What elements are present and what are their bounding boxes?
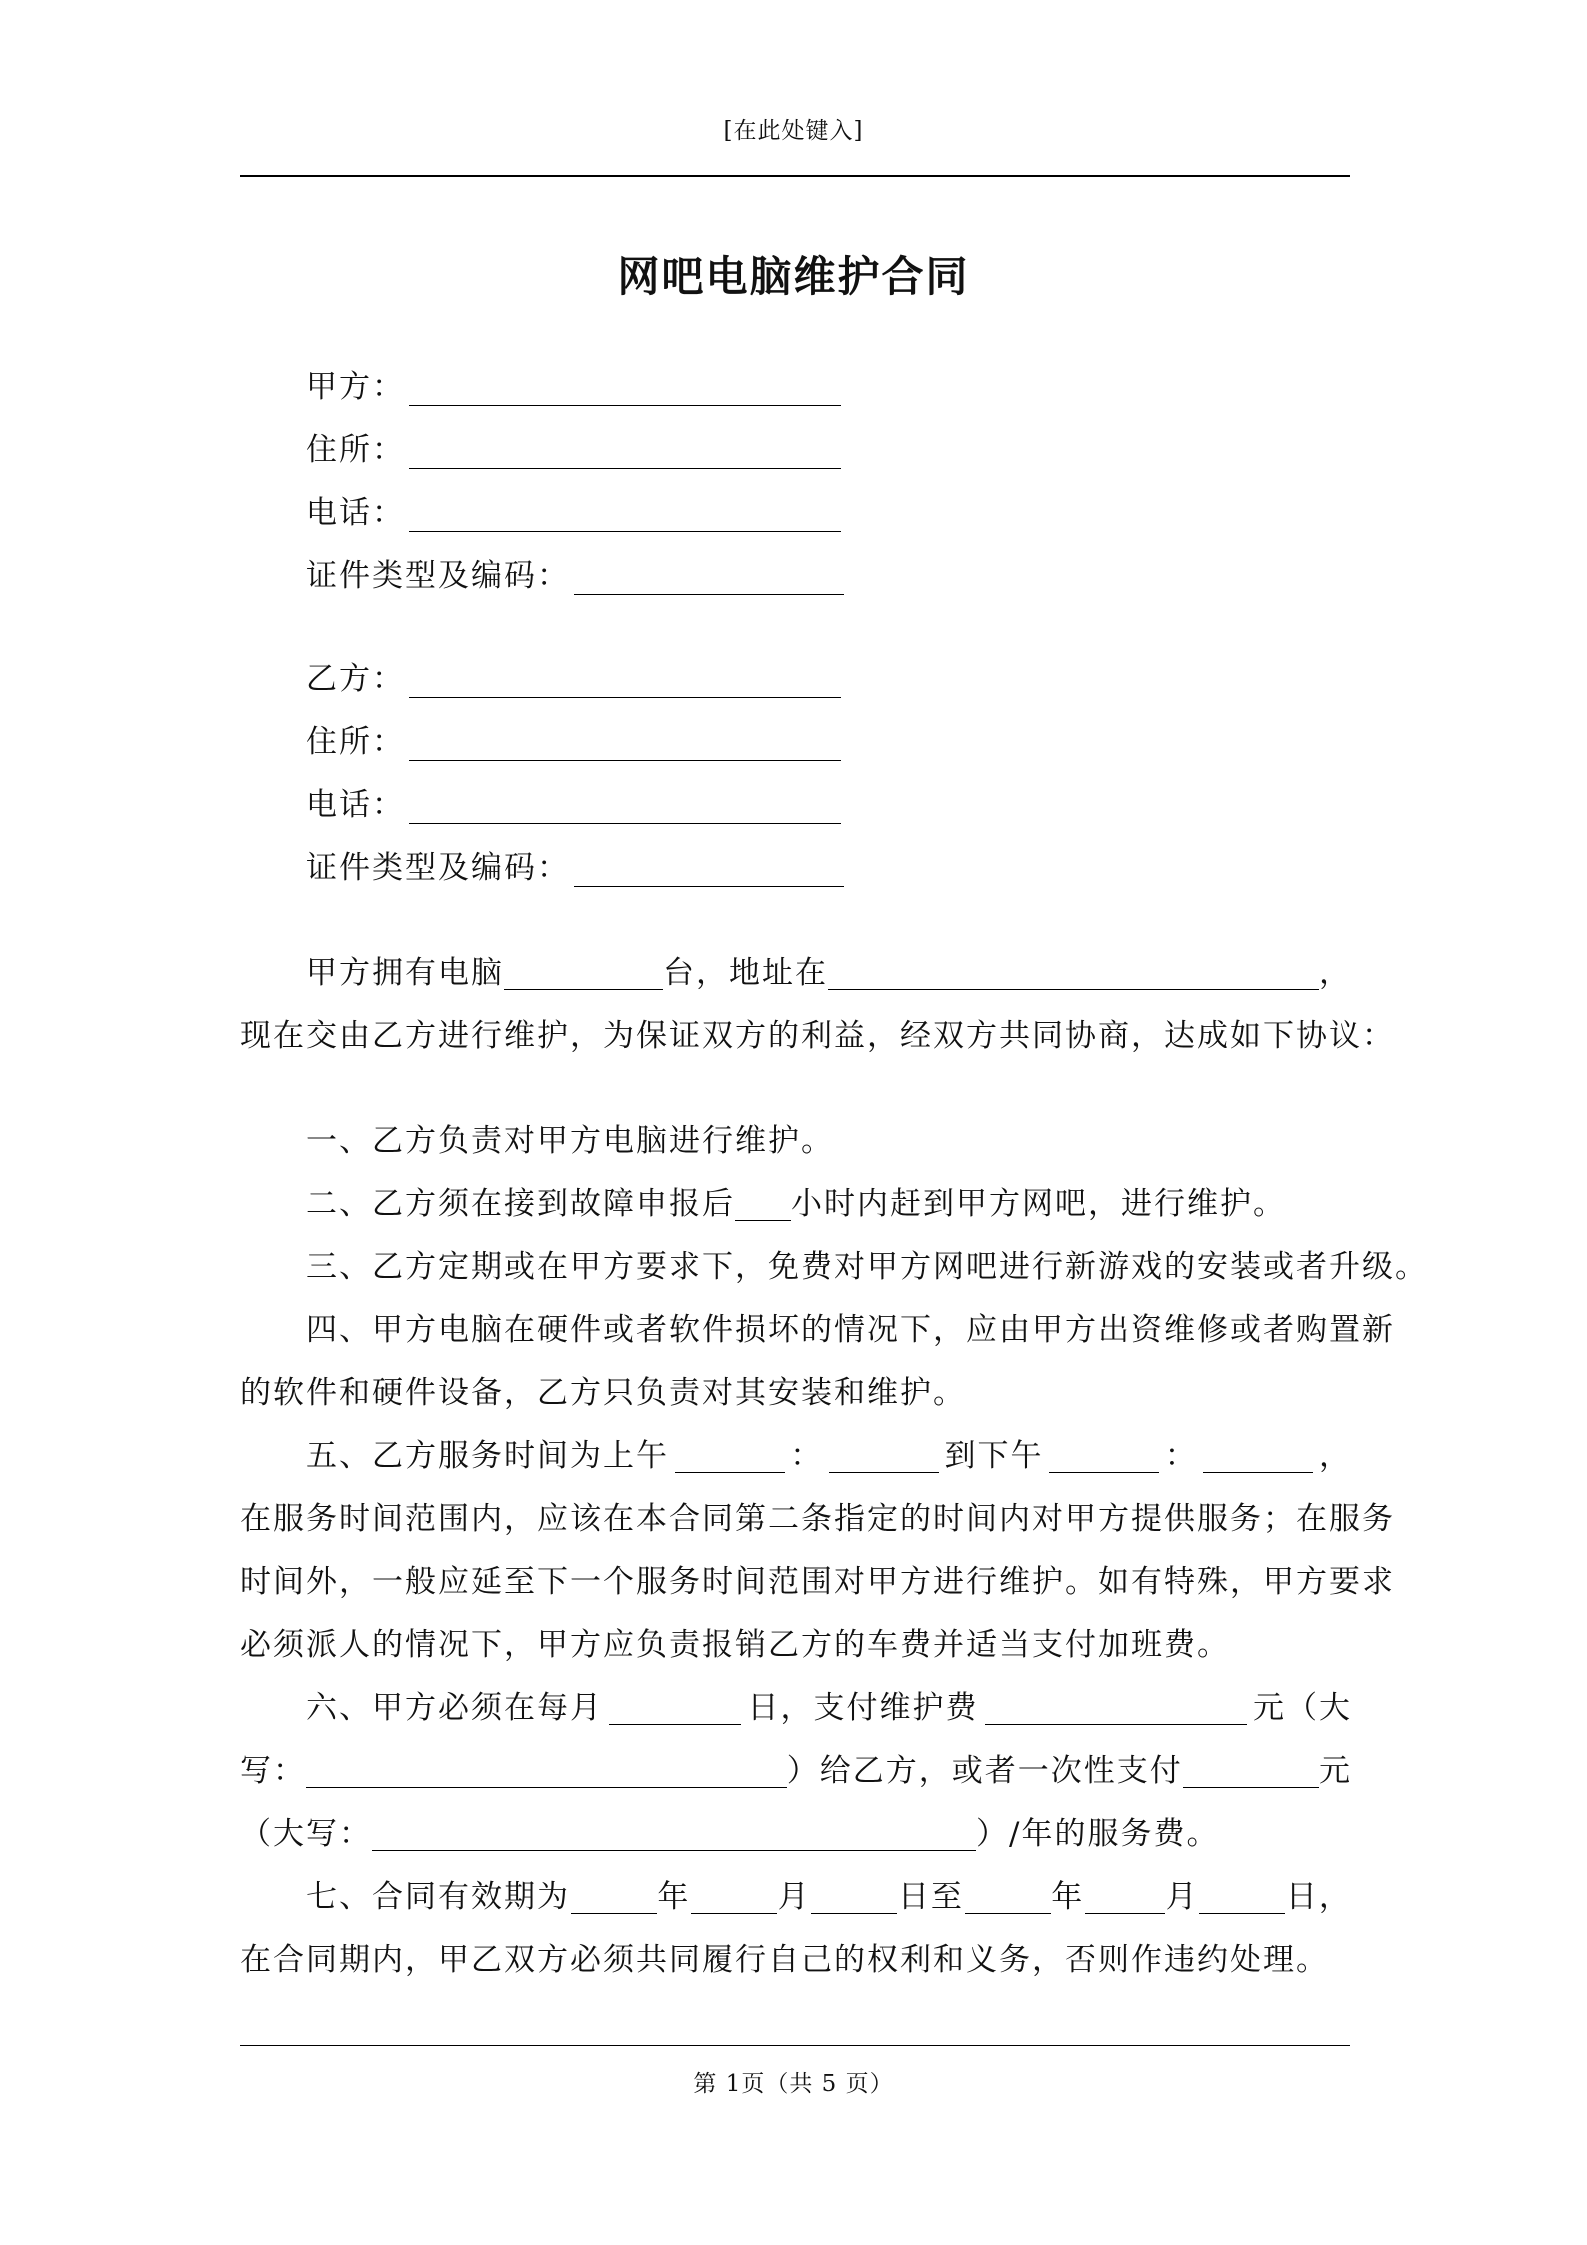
clause-text: 日，	[1285, 1879, 1352, 1915]
clause-text: （大写：	[240, 1816, 372, 1852]
clause-text: 日至	[897, 1879, 964, 1915]
clause-5-line-1	[240, 1425, 1352, 1488]
blank-line	[1049, 1440, 1159, 1473]
clause-text: 二、乙方须在接到故障申报后	[306, 1186, 735, 1222]
clause-1: 一、乙方负责对甲方电脑进行维护。	[306, 1123, 834, 1159]
party-a-address-field	[306, 429, 841, 469]
blank-line	[574, 852, 844, 887]
blank-line	[965, 1881, 1051, 1914]
blank-line	[372, 1818, 976, 1851]
clause-5-line-3: 时间外，一般应延至下一个服务时间范围对甲方进行维护。如有特殊，甲方要求	[240, 1564, 1395, 1600]
blank-line	[691, 1881, 777, 1914]
field-label: 电话：	[306, 787, 405, 823]
clause-text: 年	[1051, 1879, 1085, 1915]
clause-text: 写：	[240, 1753, 306, 1789]
intro-text: ，	[1319, 955, 1352, 991]
blank-line	[811, 1881, 897, 1914]
clause-text: 元	[1319, 1753, 1352, 1789]
field-label: 证件类型及编码：	[306, 850, 570, 886]
clause-text: 年	[657, 1879, 691, 1915]
page-footer: 第 1页（共 5 页）	[693, 2071, 894, 2097]
page-header: [在此处键入]	[723, 118, 864, 144]
blank-line	[829, 1440, 939, 1473]
field-label: 住所：	[306, 432, 405, 468]
clause-5-line-2: 在服务时间范围内，应该在本合同第二条指定的时间内对甲方提供服务；在服务	[240, 1501, 1395, 1537]
clause-text: ）/年的服务费。	[976, 1816, 1220, 1852]
blank-line	[571, 1881, 657, 1914]
field-label: 乙方：	[306, 661, 405, 697]
clause-4-line-1: 四、甲方电脑在硬件或者软件损坏的情况下，应由甲方出资维修或者购置新	[306, 1312, 1395, 1348]
blank-line	[1183, 1755, 1319, 1788]
blank-line	[306, 1755, 787, 1788]
clause-6-line-3	[240, 1803, 1352, 1866]
blank-line	[735, 1188, 791, 1221]
clause-text: ，	[1319, 1438, 1352, 1474]
blank-line	[1203, 1440, 1313, 1473]
clause-text: 月	[1165, 1879, 1199, 1915]
blank-line	[409, 434, 841, 469]
blank-line	[574, 560, 844, 595]
party-b-name-field	[306, 658, 841, 698]
footer-rule	[240, 2045, 1350, 2046]
intro-text: 甲方拥有电脑	[306, 955, 504, 991]
blank-line	[828, 957, 1319, 990]
blank-line	[409, 789, 841, 824]
intro-paragraph	[240, 942, 1395, 1068]
clause-7-line-2: 在合同期内，甲乙双方必须共同履行自己的权利和义务，否则作违约处理。	[240, 1942, 1329, 1978]
clause-text: 日，支付维护费	[747, 1690, 979, 1726]
intro-line-1	[240, 942, 1352, 1005]
intro-line-2: 现在交由乙方进行维护，为保证双方的利益，经双方共同协商，达成如下协议：	[240, 1018, 1395, 1054]
blank-line	[409, 663, 841, 698]
party-b-address-field	[306, 721, 841, 761]
field-label: 甲方：	[306, 369, 405, 405]
blank-line	[1199, 1881, 1285, 1914]
field-label: 证件类型及编码：	[306, 558, 570, 594]
party-a-id-field	[306, 555, 844, 595]
blank-line	[409, 497, 841, 532]
party-a-phone-field	[306, 492, 841, 532]
clause-3: 三、乙方定期或在甲方要求下，免费对甲方网吧进行新游戏的安装或者升级。	[306, 1249, 1428, 1285]
clause-text: 七、合同有效期为	[306, 1879, 570, 1915]
clauses-section	[240, 1110, 1428, 1992]
blank-line	[409, 371, 841, 406]
blank-line	[409, 726, 841, 761]
clause-4-line-2: 的软件和硬件设备，乙方只负责对其安装和维护。	[240, 1375, 966, 1411]
clause-text: ）给乙方，或者一次性支付	[786, 1753, 1183, 1789]
clause-text: ：	[790, 1438, 824, 1474]
blank-line	[675, 1440, 785, 1473]
party-b-phone-field	[306, 784, 841, 824]
clause-6-line-1	[240, 1677, 1352, 1740]
clause-text: 小时内赶到甲方网吧，进行维护。	[791, 1186, 1286, 1222]
blank-line	[504, 957, 663, 990]
clause-text: 五、乙方服务时间为上午	[306, 1438, 669, 1474]
clause-text: 到下午	[944, 1438, 1044, 1474]
document-title: 网吧电脑维护合同	[617, 252, 970, 301]
clause-text: 元（大	[1253, 1690, 1352, 1726]
blank-line	[985, 1692, 1247, 1725]
intro-text: 台，地址在	[663, 955, 829, 991]
clause-text: 六、甲方必须在每月	[306, 1690, 603, 1726]
clause-5-line-4: 必须派人的情况下，甲方应负责报销乙方的车费并适当支付加班费。	[240, 1627, 1230, 1663]
clause-6-line-2	[240, 1740, 1352, 1803]
party-b-id-field	[306, 847, 844, 887]
clause-2	[240, 1173, 1352, 1236]
header-rule	[240, 175, 1350, 177]
blank-line	[1085, 1881, 1165, 1914]
field-label: 住所：	[306, 724, 405, 760]
clause-text: ：	[1164, 1438, 1198, 1474]
clause-text: 月	[777, 1879, 811, 1915]
clause-7-line-1	[240, 1866, 1352, 1929]
field-label: 电话：	[306, 495, 405, 531]
party-a-name-field	[306, 366, 841, 406]
blank-line	[609, 1692, 741, 1725]
